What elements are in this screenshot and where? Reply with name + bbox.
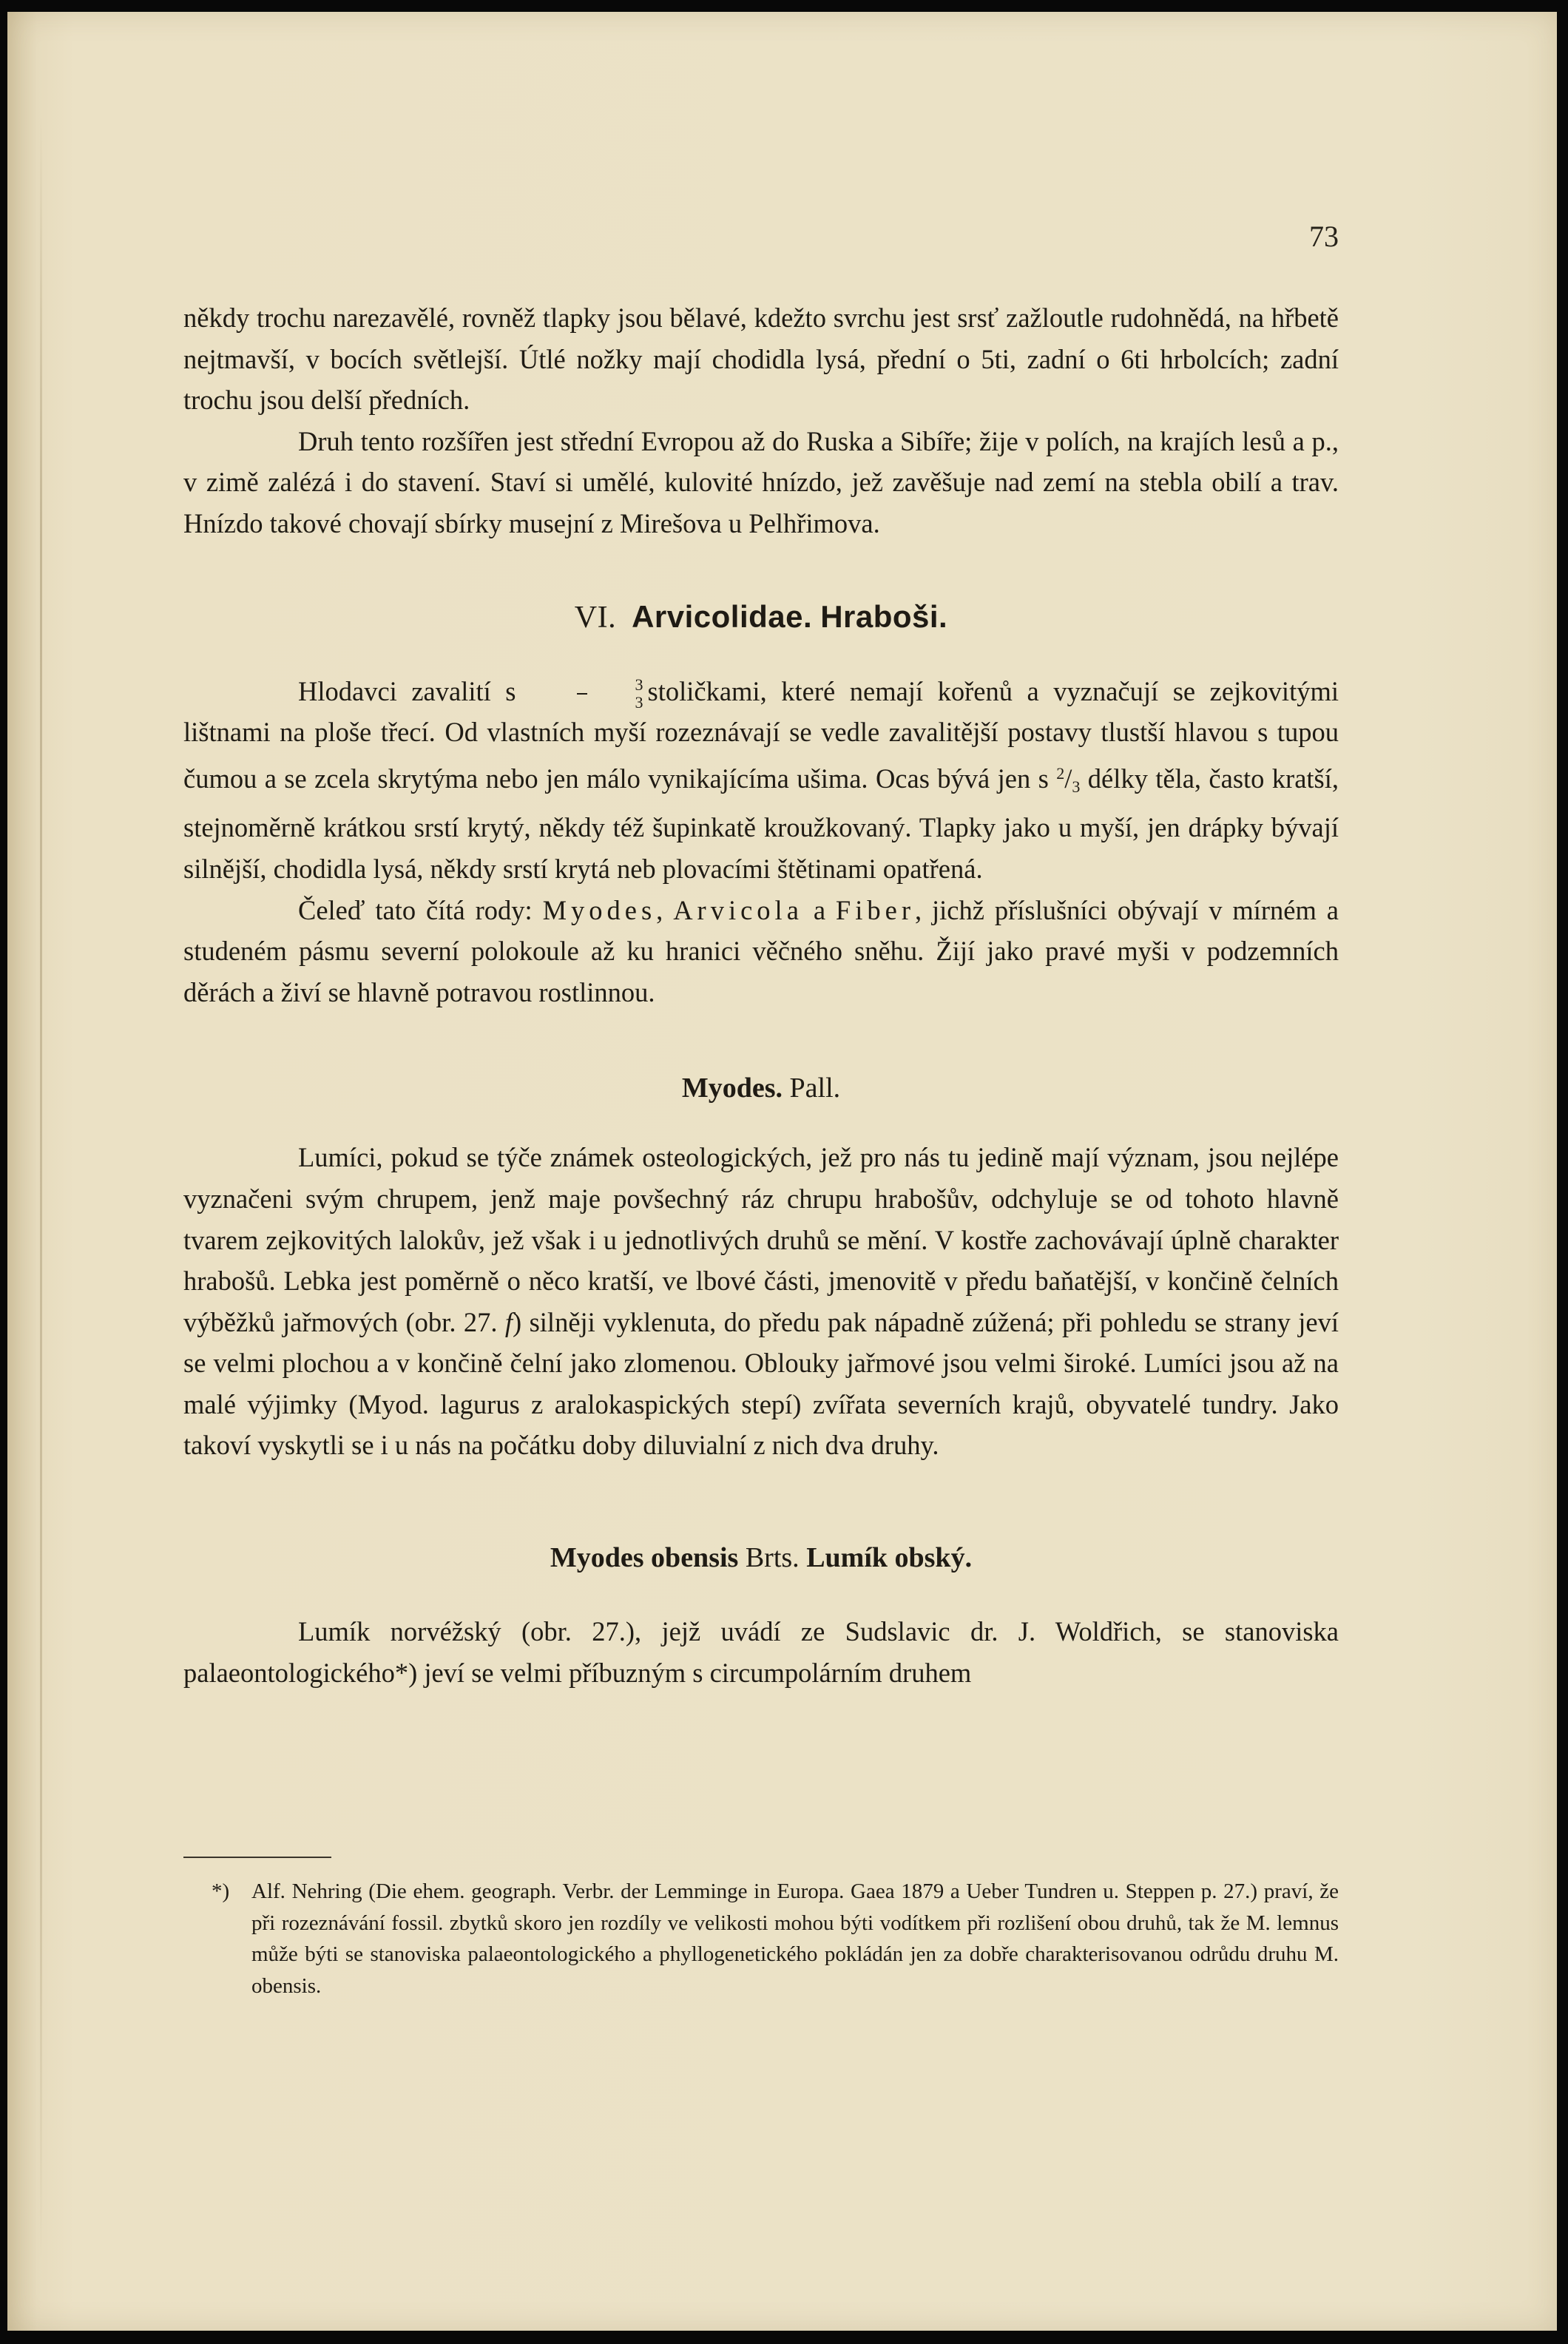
section-number: VI. — [574, 600, 617, 635]
tail-fraction-denominator: 3 — [1072, 777, 1081, 796]
paragraph-4-start: Čeleď tato čítá rody: — [298, 894, 533, 925]
fraction-denominator: 3 — [635, 693, 643, 712]
genus-heading — [183, 1067, 1339, 1109]
genus-myodes: Myodes — [542, 894, 657, 925]
paragraph-1: někdy trochu narezavělé, rovněž tlapky jsou bělavé, kdežto svrchu jest srsť zažloutle rudohnědá, na hřbetě nejtmavší, v bocích světlejší. Útlé nožky mají chodidla lysá, přední o 5ti, zadní o 6ti hrbolcích; zadní trochu jsou delší předních. — [183, 303, 1339, 416]
paragraph-5-start: Lumíci, pokud se týče známek osteologických, jež pro nás tu jedině mají význam, jsou nejlépe vyznačeni svým chrupem, jenž maje povšechný ráz chrupu hrabošův, odchyluje se od tohoto hlavně tvarem zejkovitých lalokův, jež však i u jednotlivých druhů se mění. V kostře zachovávají úplně charakter hrabošů. Lebka jest poměrně o něco kratší, ve lbové části, jmenovitě v předu baňatější, v končině čelních výběžků jařmových (obr. 27. — [183, 1142, 1339, 1337]
tail-fraction-numerator: 2 — [1056, 763, 1065, 783]
paragraph-6: Lumík norvéžský (obr. 27.), jejž uvádí ze Sudslavic dr. J. Woldřich, se stanoviska palaeontologického*) jeví se velmi příbuzným s circumpolárním druhem — [183, 1616, 1339, 1688]
figure-letter: f — [504, 1306, 513, 1337]
section-heading — [183, 596, 1339, 638]
species-heading-author: Brts. — [745, 1542, 800, 1574]
paragraph-3: Hlodavci zavalití s $\frac{3}{3}$ stoličkami, které nemají kořenů a vyznačují se zejkovitými lištnami na ploše třecí. Od vlastních myší rozeznávají se vedle zavalitější postavy tlustší hlavou s tupou čumou a se zcela skrytýma nebo jen málo vynikajícíma ušima. Ocas bývá jen s $^2/_3$ délky těla, často kratší, stejnoměrně krátkou srstí krytý, někdy též šupinkatě kroužkovaný. Tlapky jako u myší, jen drápky bývají silnější, chodidla lysá, někdy srstí krytá neb plovacími štětinami opatřená. — [183, 675, 1339, 884]
binding-gutter — [40, 115, 42, 2260]
paragraph-5 — [183, 1137, 1339, 1466]
footnote-divider — [183, 1857, 331, 1858]
fraction-numerator: 3 — [635, 675, 643, 695]
paragraph-3-start: Hlodavci zavalití s — [298, 675, 516, 706]
genus-heading-name: Myodes. — [681, 1073, 783, 1104]
paragraph-5-end: ) silněji vyklenuta, do předu pak nápadně zúžená; při pohledu se strany jeví se velmi plochou a v končině čelní jako zlomenou. Oblouky jařmové jsou velmi široké. Lumíci jsou až na malé výjimky (Myod. lagurus z aralokaspických stepí) zvířata severních krajů, obyvatelé tundry. Jako takoví vyskytli se i u nás na počátku doby diluvialní z nich dva druhy. — [183, 1306, 1339, 1461]
molar-fraction — [521, 675, 643, 712]
paragraph-3-end: délky těla, často kratší, stejnoměrně krátkou srstí krytý, někdy též šupinkatě kroužkovaný. Tlapky jako u myší, jen drápky bývají silnější, chodidla lysá, někdy srstí krytá neb plovacími štětinami opatřená. — [183, 763, 1339, 884]
footnote-text: Alf. Nehring (Die ehem. geograph. Verbr. der Lemminge in Europa. Gaea 1879 a Ueber Tundren u. Steppen p. 27.) praví, že při rozeznávání fossil. zbytků skoro jen rozdíly ve velikosti mohou býti vodítkem při rozlišení obou druhů, tak že M. lemnus může býti se stanoviska palaeontologického a phyllogenetického pokládán jen za dobře charakterisovanou odrůdu druhu M. obensis. — [251, 1879, 1339, 1998]
paragraph-4: Čeleď tato čítá rody: Myodes, Arvicola a Fiber, jichž příslušníci obývají v mírném a studeném pásmu severní polokoule až ku hranici věčného sněhu. Žijí jako pravé myši v podzemních děrách a živí se hlavně potravou rostlinnou. — [183, 894, 1339, 1007]
footnote — [212, 1876, 1339, 2002]
species-heading-czech: Lumík obský. — [806, 1542, 973, 1574]
fraction-bar — [577, 693, 587, 695]
section-title-czech: Hraboši. — [820, 598, 948, 634]
footnote-marker: *) — [212, 1879, 230, 1903]
genus-heading-author: Pall. — [789, 1073, 841, 1104]
main-text — [183, 297, 1339, 1693]
page-number: 73 — [1309, 220, 1339, 253]
genus-arvicola: Arvicola — [673, 894, 803, 925]
genus-and: a — [813, 894, 826, 925]
paragraph-3-middle: stoličkami, které nemají kořenů a vyznačují se zejkovitými lištnami na ploše třecí. Od vlastních myší rozeznávají se vedle zavalitější postavy tlustší hlavou s tupou čumou a se zcela skrytýma nebo jen málo vynikajícíma ušima. Ocas bývá jen s — [183, 675, 1339, 794]
species-heading — [183, 1537, 1339, 1578]
paragraph-4-end: , jichž příslušníci obývají v mírném a studeném pásmu severní polokoule až ku hranici věčného sněhu. Žijí jako pravé myši v podzemních děrách a živí se hlavně potravou rostlinnou. — [183, 894, 1339, 1007]
section-title-latin: Arvicolidae. — [632, 598, 813, 634]
genus-fiber: Fiber — [835, 894, 915, 925]
paragraph-2: Druh tento rozšířen jest střední Evropou až do Ruska a Sibíře; žije v polích, na krajích lesů a p., v zimě zalézá i do stavení. Staví si umělé, kulovité hnízdo, jež zavěšuje nad zemí na stebla obilí a trav. Hnízdo takové chovají sbírky musejní z Mirešova u Pelhřimova. — [183, 425, 1339, 538]
species-heading-name: Myodes obensis — [550, 1542, 739, 1574]
